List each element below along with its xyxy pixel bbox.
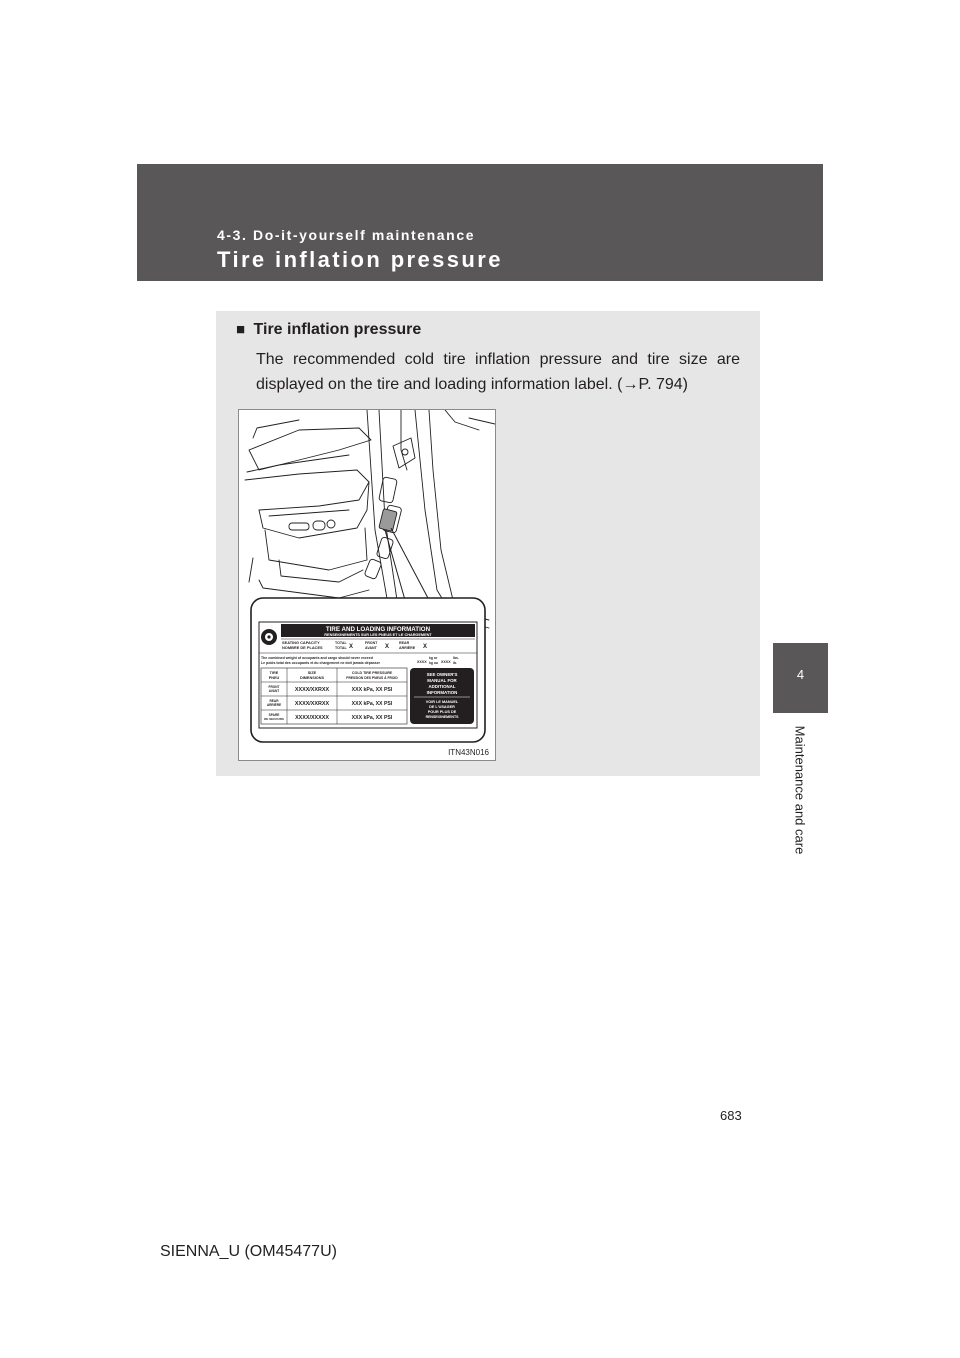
svg-text:XXXX/XXRXX: XXXX/XXRXX — [294, 701, 330, 707]
svg-text:PNEU: PNEU — [268, 676, 280, 680]
svg-text:X: X — [385, 644, 390, 650]
svg-text:X: X — [423, 644, 428, 650]
svg-text:DE SECOURS: DE SECOURS — [264, 717, 284, 721]
svg-text:NOMBRE DE PLACES: NOMBRE DE PLACES — [282, 645, 323, 650]
tire-loading-label — [259, 622, 477, 728]
door-pillar-illustration — [239, 410, 495, 760]
label-title: TIRE AND LOADING INFORMATION — [325, 626, 431, 633]
svg-text:AVANT: AVANT — [365, 646, 377, 650]
svg-text:SPARE: SPARE — [268, 713, 280, 717]
svg-text:XXXX: XXXX — [441, 660, 451, 664]
svg-text:COLD TIRE PRESSURE: COLD TIRE PRESSURE — [351, 671, 393, 675]
page-title: Tire inflation pressure — [217, 247, 503, 272]
chapter-tab[interactable] — [773, 643, 828, 713]
footer-model-code: SIENNA_U (OM45477U) — [160, 1243, 337, 1260]
illustration-figure — [238, 409, 496, 761]
svg-text:XXX kPa, XX PSI: XXX kPa, XX PSI — [351, 701, 393, 707]
svg-text:POUR PLUS DE: POUR PLUS DE — [427, 710, 457, 714]
svg-text:SEATING CAPACITY: SEATING CAPACITY — [282, 640, 320, 645]
svg-text:ARRIÈRE: ARRIÈRE — [399, 646, 416, 650]
svg-text:PRESSION DES PNEUS À FROID: PRESSION DES PNEUS À FROID — [346, 676, 398, 680]
square-bullet-icon: ■ — [236, 321, 246, 338]
subheading — [236, 321, 421, 339]
label-location-marker — [379, 509, 397, 532]
svg-text:The combined weight of occupan: The combined weight of occupants and cargo should never exceed — [261, 656, 373, 660]
svg-text:TOTAL: TOTAL — [335, 646, 347, 650]
svg-text:X: X — [349, 644, 354, 650]
body-paragraph: The recommended cold tire inflation pressure and tire size are displayed on the tire and loading information label. (→P. 794) — [256, 351, 740, 393]
svg-text:RENSEIGNEMENTS: RENSEIGNEMENTS — [425, 715, 459, 719]
svg-text:XXXX/XXXXX: XXXX/XXXXX — [295, 715, 329, 721]
svg-text:XXXX/XXRXX: XXXX/XXRXX — [294, 687, 330, 693]
svg-text:REAR: REAR — [269, 699, 279, 703]
svg-text:AVANT: AVANT — [268, 689, 280, 693]
svg-text:TIRE: TIRE — [269, 671, 279, 675]
section-label: 4-3. Do-it-yourself maintenance — [217, 227, 476, 243]
label-subtitle: RENSEIGNEMENTS SUR LES PNEUS ET LE CHARGEMENT — [324, 633, 432, 637]
svg-text:FRONT: FRONT — [365, 641, 378, 645]
svg-text:kg or: kg or — [429, 656, 438, 660]
svg-text:REAR: REAR — [399, 641, 410, 645]
chapter-tab-label: Maintenance and care — [792, 725, 808, 855]
chapter-tab-number: 4 — [796, 667, 805, 682]
svg-text:ADDITIONAL: ADDITIONAL — [428, 684, 456, 689]
svg-text:SEE OWNER'S: SEE OWNER'S — [426, 672, 458, 677]
svg-text:XXXX: XXXX — [417, 660, 427, 664]
svg-text:XXX kPa, XX PSI: XXX kPa, XX PSI — [351, 687, 393, 693]
svg-text:XXX kPa, XX PSI: XXX kPa, XX PSI — [351, 715, 393, 721]
svg-text:DE L'USAGER: DE L'USAGER — [429, 705, 455, 709]
subheading-text: Tire inflation pressure — [253, 321, 422, 338]
svg-text:lbs.: lbs. — [453, 656, 459, 660]
page-number: 683 — [720, 1108, 742, 1123]
svg-text:lb.: lb. — [453, 661, 457, 665]
content-panel — [216, 311, 760, 776]
svg-text:INFORMATION: INFORMATION — [426, 690, 458, 695]
svg-text:SIZE: SIZE — [307, 671, 317, 675]
svg-text:Le poids total des occupants e: Le poids total des occupants et du chargement ne doit jamais dépasser — [261, 661, 381, 665]
svg-text:MANUAL FOR: MANUAL FOR — [427, 678, 457, 683]
svg-text:VOIR LE MANUEL: VOIR LE MANUEL — [425, 700, 459, 704]
svg-text:FRONT: FRONT — [268, 685, 280, 689]
svg-text:kg ou: kg ou — [429, 661, 439, 665]
svg-text:TOTAL: TOTAL — [335, 641, 347, 645]
svg-text:ARRIÈRE: ARRIÈRE — [266, 703, 282, 707]
svg-text:DIMENSIONS: DIMENSIONS — [299, 676, 325, 680]
chapter-header — [137, 164, 823, 281]
figure-code: ITN43N016 — [448, 748, 489, 757]
